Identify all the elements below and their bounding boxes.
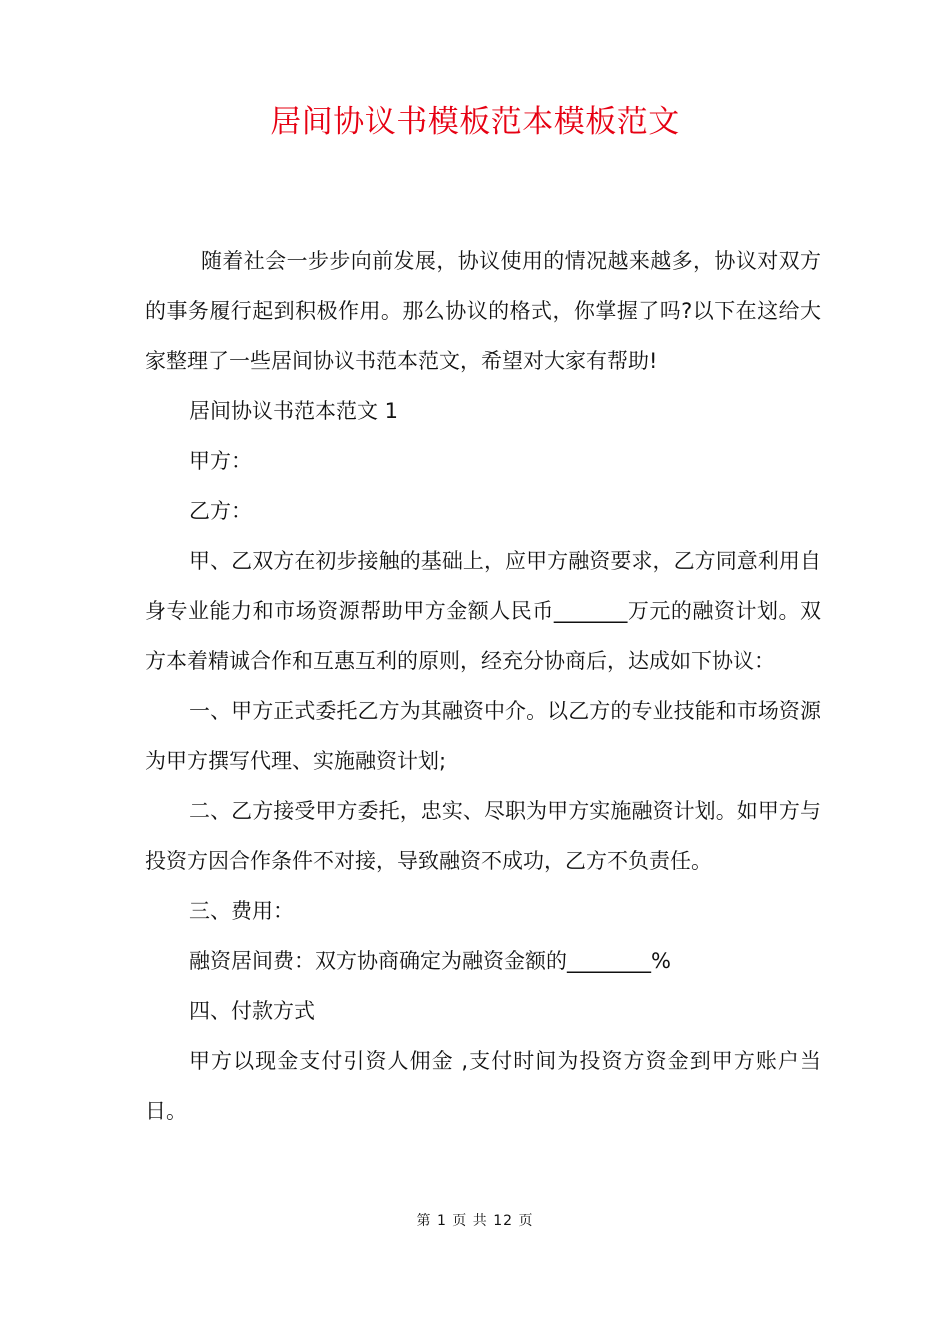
clause-3-heading: 三、费用： [189,899,294,923]
clause-1: 一、甲方正式委托乙方为其融资中介。以乙方的专业技能和市场资源为甲方撰写代理、实施融资计划; [145,699,821,773]
page-footer: 第 1 页 共 12 页 [416,1213,534,1229]
party-a-line: 甲方： [189,449,252,473]
clause-2: 二、乙方接受甲方委托，忠实、尽职为甲方实施融资计划。如甲方与投资方因合作条件不对接，导致融资不成功，乙方不负责任。 [145,799,821,873]
intro-paragraph: 随着社会一步步向前发展，协议使用的情况越来越多，协议对双方的事务履行起到积极作用。那么协议的格式，你掌握了吗?以下在这给大家整理了一些居间协议书范本范文，希望对大家有帮助! [145,249,821,373]
document-title: 居间协议书模板范本模板范文 [270,104,680,140]
agreement-paragraph: 甲、乙双方在初步接触的基础上，应甲方融资要求，乙方同意利用自身专业能力和市场资源帮助甲方金额人民币_______万元的融资计划。双方本着精诚合作和互惠互利的原则，经充分协商后，达成如下协议： [145,549,821,673]
party-b-line: 乙方： [189,499,252,523]
fee-line: 融资居间费：双方协商确定为融资金额的________% [189,949,671,973]
document-body [145,236,821,1136]
payment-paragraph: 甲方以现金支付引资人佣金 ,支付时间为投资方资金到甲方账户当日。 [145,1049,821,1123]
clause-4-heading: 四、付款方式 [189,999,315,1023]
section-heading: 居间协议书范本范文 1 [189,399,399,423]
